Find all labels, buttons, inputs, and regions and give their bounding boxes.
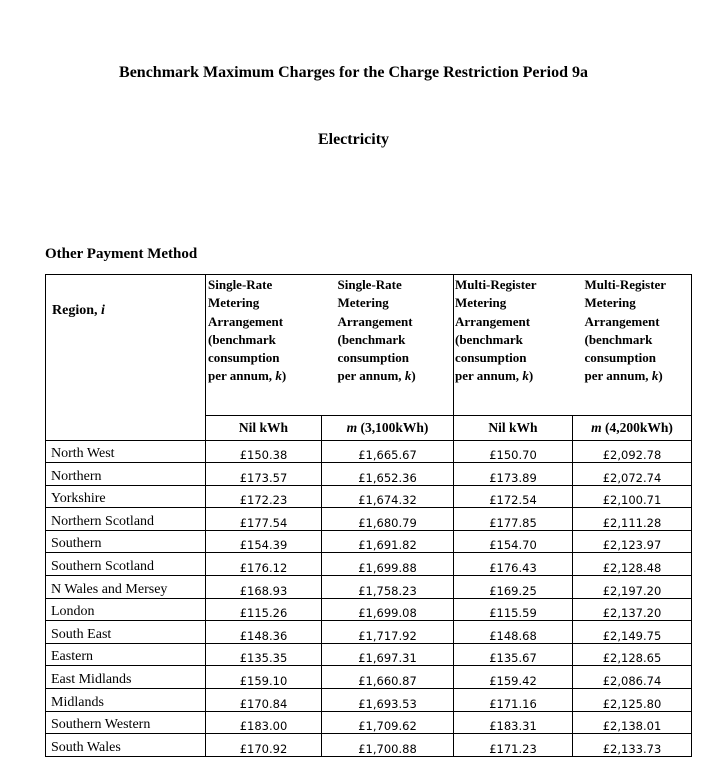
table-row [46,621,692,644]
column-header-line: per annum, k) [208,368,287,384]
column-header-line: (benchmark [208,331,276,347]
column-header-line: Multi-Register [455,277,537,292]
charge-cell: £171.16 [454,689,573,712]
charge-cell: £177.85 [454,508,573,531]
charge-cell: £2,149.75 [573,621,692,644]
column-header-line: per annum, k) [337,368,416,384]
charge-cell: £2,138.01 [573,711,692,734]
charge-cell: £1,699.08 [322,598,454,621]
table-row [46,508,692,531]
region-cell: Southern Scotland [46,553,206,576]
charge-cell: £172.23 [206,485,322,508]
column-header-line: consumption [337,350,410,366]
charge-cell: £172.54 [454,485,573,508]
column-header-line: Metering [584,295,636,311]
column-header-line: per annum, k) [455,368,534,384]
column-header-line: Multi-Register [584,277,667,292]
table-header-row [46,275,692,416]
column-header-line: Single-Rate [208,277,273,292]
consumption-label-row [46,415,692,440]
charge-cell: £2,128.48 [573,553,692,576]
document-subtitle: Electricity [317,131,390,148]
table-row [46,666,692,689]
section-heading: Other Payment Method [45,246,198,262]
charge-cell: £135.35 [206,643,322,666]
table-row [46,440,692,463]
charge-cell: £1,693.53 [322,689,454,712]
charge-cell: £176.12 [206,553,322,576]
charge-cell: £148.36 [206,621,322,644]
consumption-label: Nil kWh [454,415,573,440]
column-header-line: Metering [455,295,507,311]
table-row [46,598,692,621]
charge-cell: £1,709.62 [322,711,454,734]
charge-cell: £2,100.71 [573,485,692,508]
region-cell: London [46,598,206,621]
charge-cell: £135.67 [454,643,573,666]
charge-cell: £2,111.28 [573,508,692,531]
column-header-line: Single-Rate [337,277,402,292]
region-cell: Southern Western [46,711,206,734]
table-row [46,711,692,734]
column-header-line: consumption [584,350,657,366]
charge-cell: £2,133.73 [573,734,692,757]
charge-cell: £2,072.74 [573,463,692,486]
charge-cell: £1,660.87 [322,666,454,689]
charge-cell: £169.25 [454,576,573,599]
column-header-line: Arrangement [208,313,284,329]
charge-cell: £115.26 [206,598,322,621]
column-header-line: consumption [208,350,280,366]
column-header-line: Arrangement [337,313,413,329]
column-header-line: Metering [337,295,389,311]
charge-cell: £173.89 [454,463,573,486]
charge-cell: £2,086.74 [573,666,692,689]
charge-cell: £170.84 [206,689,322,712]
charge-cell: £1,699.88 [322,553,454,576]
column-header-line: per annum, k) [584,368,663,384]
region-cell: North West [46,440,206,463]
charge-cell: £168.93 [206,576,322,599]
charge-cell: £1,697.31 [322,643,454,666]
column-header-single-rate-nil [206,275,322,416]
charge-cell: £183.31 [454,711,573,734]
region-cell: Midlands [46,689,206,712]
column-header-line: (benchmark [455,331,523,347]
charge-cell: £1,700.88 [322,734,454,757]
column-header-line: Arrangement [455,313,531,329]
charge-cell: £173.57 [206,463,322,486]
consumption-label: Nil kWh [206,415,322,440]
charge-cell: £2,137.20 [573,598,692,621]
column-header-single-rate-benchmark [322,275,454,416]
region-cell: South East [46,621,206,644]
consumption-label: m (3,100kWh) [322,415,454,440]
column-header-line: Metering [208,295,260,311]
charge-cell: £2,123.97 [573,530,692,553]
consumption-label-blank [46,415,206,440]
table-row [46,530,692,553]
region-cell: N Wales and Mersey [46,576,206,599]
table-row [46,734,692,757]
table-row [46,485,692,508]
table-row [46,553,692,576]
charge-cell: £1,717.92 [322,621,454,644]
table-row [46,689,692,712]
charge-cell: £1,758.23 [322,576,454,599]
charge-cell: £176.43 [454,553,573,576]
column-header-line: (benchmark [584,331,653,347]
region-cell: Southern [46,530,206,553]
document-title: Benchmark Maximum Charges for the Charge Restriction Period 9a [119,64,588,81]
charge-cell: £170.92 [206,734,322,757]
table-body [46,440,692,756]
charge-cell: £154.70 [454,530,573,553]
table-row [46,463,692,486]
region-cell: Northern Scotland [46,508,206,531]
column-header-multi-register-nil [454,275,573,416]
table-row [46,576,692,599]
charge-cell: £2,092.78 [573,440,692,463]
charge-cell: £2,197.20 [573,576,692,599]
region-cell: South Wales [46,734,206,757]
charge-cell: £154.39 [206,530,322,553]
column-header-line: consumption [455,350,527,366]
charge-cell: £159.42 [454,666,573,689]
consumption-label: m (4,200kWh) [573,415,692,440]
column-header-line: Arrangement [584,313,660,329]
charge-cell: £1,691.82 [322,530,454,553]
charge-cell: £2,128.65 [573,643,692,666]
region-cell: East Midlands [46,666,206,689]
region-index-symbol: i [101,303,105,318]
region-cell: Eastern [46,643,206,666]
charge-cell: £1,665.67 [322,440,454,463]
column-header-multi-register-benchmark [573,275,692,416]
charge-cell: £2,125.80 [573,689,692,712]
charge-cell: £150.70 [454,440,573,463]
charge-cell: £171.23 [454,734,573,757]
charge-cell: £148.68 [454,621,573,644]
charge-cell: £183.00 [206,711,322,734]
charge-cell: £150.38 [206,440,322,463]
charge-cell: £159.10 [206,666,322,689]
charge-cell: £177.54 [206,508,322,531]
charge-cell: £115.59 [454,598,573,621]
region-column-header: Region, i [46,275,206,416]
column-header-line: (benchmark [337,331,406,347]
charges-table [45,274,692,757]
charge-cell: £1,652.36 [322,463,454,486]
charge-cell: £1,674.32 [322,485,454,508]
table-row [46,643,692,666]
region-cell: Yorkshire [46,485,206,508]
charge-cell: £1,680.79 [322,508,454,531]
region-cell: Northern [46,463,206,486]
